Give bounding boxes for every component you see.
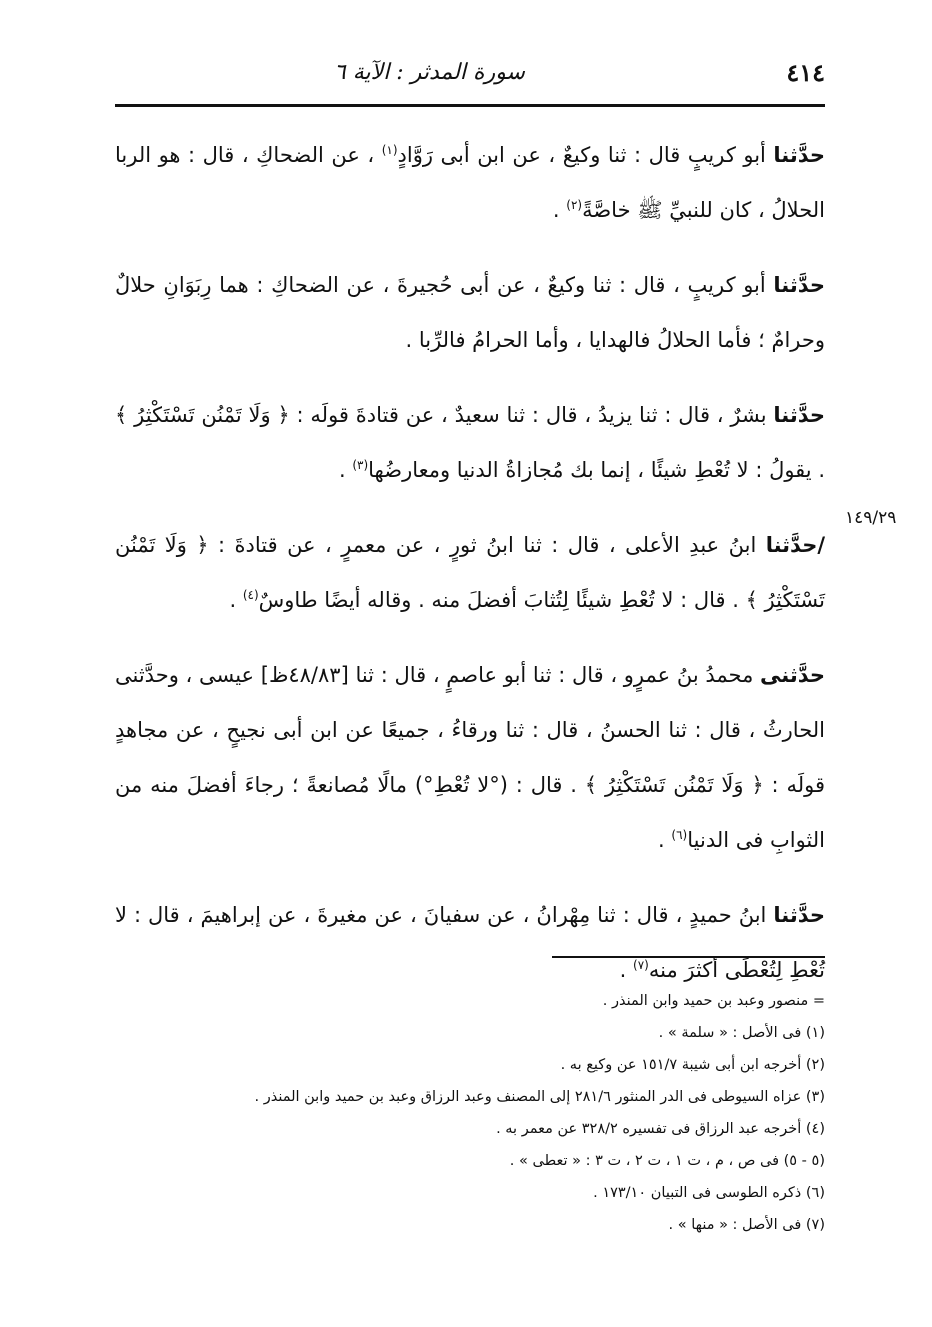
narration-lead: /حدَّثنا	[765, 533, 825, 557]
hadith-paragraph-4	[115, 518, 825, 628]
footnote-1: (١) فى الأصل : « سلمة » .	[658, 1025, 825, 1041]
footnote-marker: (١)	[381, 143, 398, 157]
paragraph-text: .	[658, 828, 672, 852]
footnote-marker: (٦)	[671, 828, 688, 842]
paragraph-text: .	[229, 588, 243, 612]
main-text	[115, 128, 825, 1018]
hadith-paragraph-5	[115, 648, 825, 868]
narration-lead: حدَّثنا	[773, 403, 825, 427]
footnote-6: (٦) ذكره الطوسى فى التبيان ١٧٣/١٠ .	[593, 1185, 825, 1201]
paragraph-text: أبو كريبٍ قال : ثنا وكيعٌ ، عن ابن أبى رَوَّادٍ	[397, 143, 774, 167]
footnote-rule	[552, 956, 825, 958]
footnote-5: (٥ - ٥) فى ص ، م ، ت ١ ، ت ٢ ، ت ٣ : « تعطى » .	[509, 1153, 825, 1169]
footnote-2: (٢) أخرجه ابن أبى شيبة ١٥١/٧ عن وكيع به .	[560, 1057, 825, 1073]
paragraph-text: محمدُ بنُ عمرٍو ، قال : ثنا أبو عاصمٍ ، قال : ثنا [٤٨/٨٣ظ] عيسى ، وحدَّثنى الحارثُ ، قال : ثنا الحسنُ ، قال : ثنا ورقاءُ ، جميعًا عن ابن أبى نجيحٍ ، عن مجاهدٍ قولَه : ﴿ وَلَا تَمْنُن تَسْتَكْثِرُ ﴾ . قال : (°لا تُعْطِ°) مالًا مُصانعةً ؛ رجاءَ أفضلَ منه من الثوابِ فى الدنيا	[115, 663, 825, 852]
header-rule	[115, 104, 825, 107]
footnote-7: (٧) فى الأصل : « منها » .	[668, 1217, 825, 1233]
running-title: سورة المدثر : الآية ٦	[333, 60, 525, 85]
narration-lead: حدَّثنى	[760, 663, 825, 687]
paragraph-text: ، عن الضحاكِ ، قال : هو الربا الحلالُ ، كان للنبيِّ ﷺ خاصَّةً	[115, 143, 825, 222]
paragraph-text: أبو كريبٍ ، قال : ثنا وكيعٌ ، عن أبى حُجيرةَ ، عن الضحاكِ : هما رِبَوَانِ حلالٌ وحرامٌ ؛ فأما الحلالُ فالهدايا ، وأما الحرامُ فالرِّبا .	[115, 273, 825, 352]
narration-lead: حدَّثنا	[773, 273, 825, 297]
paragraph-text: ابنُ حميدٍ ، قال : ثنا مِهْرانُ ، عن سفيانَ ، عن مغيرةَ ، عن إبراهيمَ ، قال : لا تُعْطِ لِتُعْطَى أكثرَ منه	[115, 903, 825, 982]
footnote-continuation: = منصور وعبد بن حميد وابن المنذر .	[602, 993, 825, 1009]
footnote-marker: (٣)	[352, 458, 369, 472]
paragraph-text: .	[338, 458, 353, 482]
paragraph-text: .	[619, 958, 634, 982]
footnote-marker: (٢)	[566, 198, 583, 212]
page-number: ٤١٤	[786, 58, 825, 87]
footnote-3: (٣) عزاه السيوطى فى الدر المنثور ٢٨١/٦ إلى المصنف وعبد الرزاق وعبد بن حميد وابن المنذر .	[254, 1089, 825, 1105]
footnote-marker: (٤)	[242, 588, 259, 602]
hadith-paragraph-2	[115, 258, 825, 368]
footnotes	[160, 985, 825, 1241]
running-header	[115, 58, 825, 98]
footnote-4: (٤) أخرجه عبد الرزاق فى تفسيره ٣٢٨/٢ عن معمر به .	[496, 1121, 825, 1137]
hadith-paragraph-6	[115, 888, 825, 998]
hadith-paragraph-1	[115, 128, 825, 238]
paragraph-text: .	[552, 198, 567, 222]
hadith-paragraph-3	[115, 388, 825, 498]
margin-reference: ١٤٩/٢٩	[845, 508, 897, 528]
paragraph-text: ابنُ عبدِ الأعلى ، قال : ثنا ابنُ ثورٍ ، عن معمرٍ ، عن قتادةَ : ﴿ وَلَا تَمْنُن تَسْتَكْثِرُ ﴾ . قال : لا تُعْطِ شيئًا لِتُثابَ أفضلَ منه . وقاله أيضًا طاوسٌ	[115, 533, 825, 612]
footnote-marker: (٧)	[633, 958, 649, 972]
narration-lead: حدَّثنا	[773, 143, 826, 167]
narration-lead: حدَّثنا	[773, 903, 825, 927]
paragraph-text: بشرٌ ، قال : ثنا يزيدُ ، قال : ثنا سعيدٌ ، عن قتادةَ قولَه : ﴿ وَلَا تَمْنُن تَسْتَكْثِرُ ﴾ . يقولُ : لا تُعْطِ شيئًا ، إنما بك مُجازاةُ الدنيا ومعارضُها	[115, 403, 825, 482]
